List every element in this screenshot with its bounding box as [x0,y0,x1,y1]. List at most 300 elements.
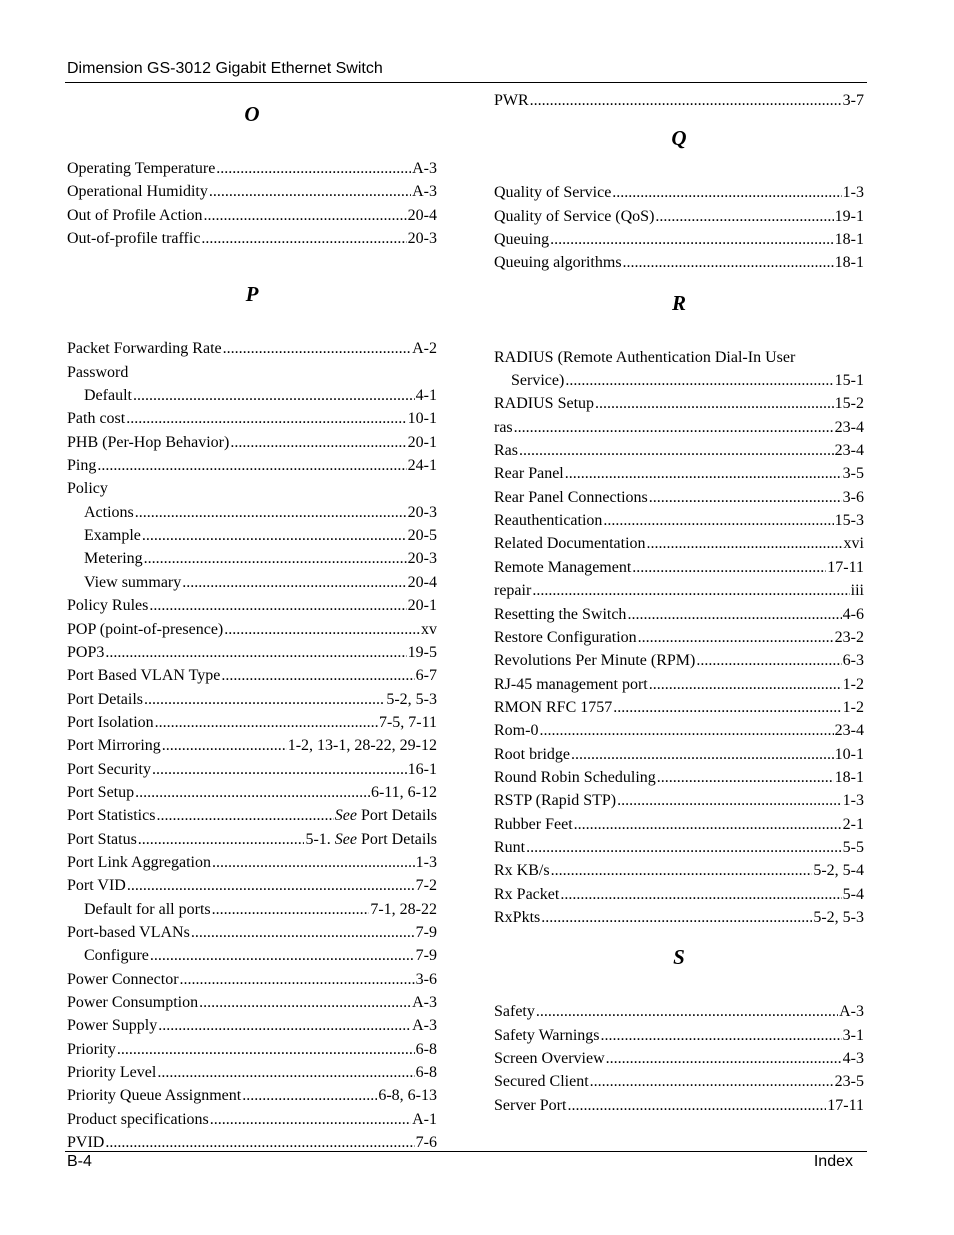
index-entry [67,1061,437,1084]
index-entry [67,874,437,897]
index-page-ref [379,711,437,734]
index-page-ref [408,758,437,781]
leader-dots [126,407,406,430]
index-entry [494,789,864,812]
footer-page-number: B-4 [67,1153,92,1170]
page-ref-text: 20-4 [407,573,437,591]
index-column-left [67,98,437,1154]
page-ref-text: 19-5 [407,643,437,661]
index-entry [494,1000,864,1023]
index-page-ref [412,991,437,1014]
index-page-ref [843,696,864,719]
index-page-ref [835,1070,864,1093]
index-page-ref [412,157,437,180]
index-term: Rear Panel [494,465,564,483]
index-term: Safety Warnings [494,1026,600,1044]
leader-dots [97,454,406,477]
index-entry [494,181,864,204]
index-page-ref [843,813,864,836]
index-term: Ras [494,442,518,460]
page-ref-text: A-3 [412,160,437,177]
index-term: Related Documentation [494,535,646,553]
page-ref-text: A-3 [839,1003,864,1021]
index-entry [67,968,437,991]
index-entry [494,509,864,532]
header-rule [65,82,867,83]
index-term: Priority Level [67,1064,157,1082]
page-ref-text: 17-11 [827,558,864,576]
page-ref-text: 23-5 [834,1073,864,1091]
index-page-ref [835,626,864,649]
leader-dots [180,968,415,991]
index-entry [494,89,864,112]
index-term: Default for all ports [84,900,211,918]
page-ref-text: 20-4 [407,206,437,224]
index-subentry [67,524,437,547]
page-ref-text: Port Details [357,807,437,825]
page-ref-text: 3-1 [842,1026,864,1044]
index-term: Port Based VLAN Type [67,667,221,685]
page-ref-text: 7-6 [415,1134,437,1152]
leader-dots [182,571,406,594]
index-term: Quality of Service [494,184,612,202]
index-term: PWR [494,92,529,109]
index-entry [494,626,864,649]
index-page-ref [288,734,437,757]
section-spacer [67,262,437,278]
index-page-ref [408,431,437,454]
index-page-ref [370,898,437,921]
page-ref-text: 3-5 [842,465,864,483]
page-ref-text: 2-1 [842,815,864,833]
leader-dots [212,898,370,921]
index-page-ref [843,1047,864,1070]
leader-dots [565,369,833,392]
page-ref-text: 23-4 [834,418,864,436]
page-ref-text: 7-9 [415,947,437,965]
leader-dots [526,836,842,859]
index-term: Power Connector [67,970,179,988]
index-page-ref [835,766,864,789]
footer-section-name: Index [813,1153,853,1170]
page-ref-text: 18-1 [834,768,864,786]
page-ref-text: 23-4 [834,442,864,460]
heading-spacer [494,319,864,346]
index-term: Actions [84,503,134,521]
index-term: Rubber Feet [494,815,573,833]
index-term: RMON RFC 1757 [494,698,613,716]
page-ref-text: 1-2 [842,675,864,693]
index-term: Quality of Service (QoS) [494,207,655,225]
leader-dots [657,766,834,789]
leader-dots [158,1014,411,1037]
index-page-ref [408,501,437,524]
index-page-ref [408,641,437,664]
index-page-ref [843,181,864,204]
index-entry [494,603,864,626]
see-reference: See [334,830,357,848]
index-page-ref [835,369,864,392]
page-ref-text: 6-8, 6-13 [378,1087,437,1105]
index-page-ref [408,547,437,570]
page-ref-text: 4-3 [842,1050,864,1067]
index-page-ref [408,407,437,430]
index-page-ref [835,509,864,532]
footer-rule [65,1151,867,1152]
index-page-ref [843,789,864,812]
index-term: Server Port [494,1096,567,1114]
index-term: Revolutions Per Minute (RPM) [494,652,696,670]
leader-dots [142,524,407,547]
index-page-ref [843,1024,864,1047]
heading-spacer [67,310,437,337]
index-entry [494,579,864,602]
page-ref-text: 5-5 [842,838,864,856]
index-entry [67,204,437,227]
index-term: RADIUS (Remote Authentication Dial-In User [494,348,796,366]
leader-dots [532,579,849,602]
page-ref-text: 7-9 [415,923,437,941]
leader-dots [212,851,415,874]
index-term: Port Setup [67,783,135,801]
section-spacer [494,275,864,287]
index-subentry [67,898,437,921]
page-ref-text: 16-1 [407,760,437,778]
page-ref-text: A-3 [412,994,437,1011]
index-entry [67,781,437,804]
index-entry [67,618,437,641]
index-term: RSTP (Rapid STP) [494,792,617,810]
leader-dots [560,883,841,906]
index-term: Queuing [494,231,550,249]
index-entry [67,688,437,711]
page-ref-text: 7-5, 7-11 [378,713,437,731]
index-entry [67,157,437,180]
page-ref-text: A-2 [412,340,437,358]
index-letter-heading: R [671,290,686,315]
index-page-ref [378,1084,437,1107]
index-term: Rx KB/s [494,862,550,880]
page-ref-text: 6-8 [415,1064,437,1082]
page-header-title: Dimension GS-3012 Gigabit Ethernet Switch [67,60,383,77]
index-entry [494,906,864,929]
index-entry [67,734,437,757]
index-entry [494,486,864,509]
index-page-ref [843,836,864,859]
index-term: Password [67,363,129,381]
leader-dots [550,228,834,251]
index-term: Packet Forwarding Rate [67,340,222,358]
index-entry [67,1084,437,1107]
leader-dots [209,180,411,203]
leader-dots [149,594,406,617]
index-entry [494,673,864,696]
index-page-ref [843,649,864,672]
section-spacer [494,929,864,941]
page-ref-text: 3-6 [842,488,864,506]
index-entry [67,454,437,477]
leader-dots [204,204,407,227]
leader-dots [157,1061,414,1084]
index-page-ref [835,392,864,415]
leader-dots [135,501,407,524]
page-ref-text: 6-7 [415,667,437,685]
page-ref-text: A-3 [412,183,437,201]
index-entry [494,1047,864,1070]
index-term: Remote Management [494,558,632,576]
index-entry [67,180,437,203]
page-ref-text: 1-3 [415,853,437,871]
index-entry [67,477,437,500]
index-page-ref [416,944,437,967]
index-term: Product specifications [67,1110,209,1128]
index-entry [494,228,864,251]
index-term: Path cost [67,410,126,428]
index-page-ref [408,594,437,617]
leader-dots [565,462,842,485]
index-term: Port-based VLANs [67,923,190,941]
page-ref-text: 20-5 [407,527,437,545]
index-page-ref [813,859,864,882]
index-term: Port Statistics [67,807,156,825]
leader-dots [133,384,415,407]
index-term: Power Consumption [67,994,199,1011]
index-term: Out of Profile Action [67,206,203,224]
index-page-ref [412,337,437,360]
index-entry [67,407,437,430]
index-entry [67,711,437,734]
index-term: Ping [67,457,97,475]
page-ref-text: 17-11 [827,1096,864,1114]
leader-dots [242,1084,377,1107]
leader-dots [655,205,833,228]
index-term: POP (point-of-presence) [67,620,224,638]
index-term: Screen Overview [494,1050,605,1067]
page-ref-text: 20-3 [407,503,437,521]
index-term: repair [494,582,532,600]
page-ref-text: 3-6 [415,970,437,988]
index-page-ref [416,921,437,944]
index-page-ref [835,228,864,251]
index-entry [494,813,864,836]
index-entry [494,346,864,369]
index-entry [67,758,437,781]
page-ref-text: 15-2 [834,395,864,413]
page-ref-text: 4-6 [842,605,864,623]
index-page-ref [835,416,864,439]
index-column-right [494,89,864,1117]
index-entry [494,462,864,485]
leader-dots [201,227,406,250]
index-page-ref [416,384,437,407]
index-entry [67,1108,437,1131]
page-ref-text: 24-1 [407,457,437,475]
see-reference: See [334,807,357,825]
index-entry [67,594,437,617]
index-subentry [67,384,437,407]
index-entry [494,649,864,672]
index-page-ref [835,719,864,742]
leader-dots [155,711,378,734]
index-page-ref [835,439,864,462]
index-term: Secured Client [494,1073,589,1091]
page-ref-text: 6-11, 6-12 [370,783,437,801]
index-subentry [67,501,437,524]
heading-spacer [494,973,864,1000]
leader-dots [623,251,834,274]
page-ref-text: 20-1 [407,433,437,451]
page-ref-text: 6-3 [842,652,864,670]
index-entry [494,743,864,766]
index-entry [67,851,437,874]
leader-dots [199,991,411,1014]
index-entry [494,1024,864,1047]
index-page-ref [839,1000,864,1023]
index-page-ref [843,89,864,112]
index-entry [67,828,437,851]
leader-dots [150,944,415,967]
page-ref-text: 10-1 [834,745,864,763]
index-term: RADIUS Setup [494,395,595,413]
leader-dots [191,921,415,944]
heading-spacer [494,154,864,181]
page-ref-text: 1-3 [842,184,864,202]
leader-dots [647,532,843,555]
index-term: Operational Humidity [67,183,208,201]
index-term: Resetting the Switch [494,605,627,623]
leader-dots [156,804,333,827]
leader-dots [606,1047,842,1070]
index-entry [494,1094,864,1117]
index-term: Rear Panel Connections [494,488,648,506]
index-term: Service) [511,372,565,390]
leader-dots [696,649,841,672]
index-page-ref [843,486,864,509]
index-term: Default [84,387,132,405]
index-page-ref [408,204,437,227]
leader-dots [551,859,813,882]
index-page-ref [416,874,437,897]
index-page-ref [408,227,437,250]
index-term: Policy Rules [67,597,149,615]
index-subentry [67,547,437,570]
index-page-ref [844,532,864,555]
index-term: Out-of-profile traffic [67,230,201,248]
leader-dots [612,181,841,204]
index-entry [67,1038,437,1061]
index-entry [67,227,437,250]
index-term: Policy [67,480,108,498]
leader-dots [539,719,833,742]
index-page-ref [371,781,437,804]
page-ref-text: 23-4 [834,722,864,740]
leader-dots [638,626,834,649]
index-term: PVID [67,1134,105,1152]
index-entry [494,859,864,882]
page-ref-text: 20-3 [407,230,437,248]
index-entry [67,991,437,1014]
index-term: Port Details [67,690,143,708]
page-ref-text: 7-2 [415,877,437,895]
page-ref-text: 5-2, 5-4 [813,862,864,880]
page-ref-text: 5-2, 5-3 [813,908,864,926]
leader-dots [627,603,841,626]
index-entry [494,883,864,906]
index-term: RxPkts [494,908,541,926]
index-term: Priority Queue Assignment [67,1087,242,1105]
index-term: ras [494,418,513,436]
page-ref-text: 1-3 [842,792,864,810]
leader-dots [135,781,370,804]
index-term: Priority [67,1040,116,1058]
index-term: Rx Packet [494,885,560,903]
index-page-ref [416,1061,437,1084]
index-entry [494,392,864,415]
leader-dots [221,664,414,687]
leader-dots [105,641,406,664]
index-entry [494,696,864,719]
page-ref-text: 20-1 [407,597,437,615]
section-spacer [67,250,437,262]
index-page-ref [335,804,437,827]
page-ref-text: 18-1 [834,231,864,249]
leader-dots [567,1094,826,1117]
leader-dots [603,509,833,532]
index-term: Port VID [67,877,126,895]
leader-dots [530,89,842,112]
index-term: Port Link Aggregation [67,853,211,871]
index-page-ref [421,618,437,641]
index-entry [494,439,864,462]
index-page-ref [416,664,437,687]
index-page-ref [416,851,437,874]
index-letter-heading: O [244,102,260,126]
page-ref-text: xvi [843,535,864,553]
index-page-ref [412,1108,437,1131]
index-term: Runt [494,838,526,856]
index-page-ref [843,603,864,626]
page-ref-text: A-3 [412,1017,437,1035]
index-entry [494,719,864,742]
index-page-ref [412,180,437,203]
index-entry [494,251,864,274]
page-ref-text: xv [421,620,437,638]
leader-dots [649,673,842,696]
index-page-ref [408,524,437,547]
index-entry [494,1070,864,1093]
page-ref-text: 18-1 [834,254,864,272]
index-subentry [67,944,437,967]
leader-dots [590,1070,834,1093]
leader-dots [541,906,812,929]
index-term: Restore Configuration [494,628,637,646]
leader-dots [138,828,305,851]
page-ref-text: 6-8 [415,1040,437,1058]
index-term: Port Security [67,760,151,778]
index-entry [494,205,864,228]
leader-dots [595,392,834,415]
index-term: Port Status [67,830,137,848]
index-term: POP3 [67,643,105,661]
index-term: Rom-0 [494,722,539,740]
index-entry [67,804,437,827]
leader-dots [601,1024,842,1047]
index-page-ref [843,462,864,485]
page-ref-text: 4-1 [415,387,437,405]
index-term: PHB (Per-Hop Behavior) [67,433,230,451]
index-letter-heading: P [245,282,259,307]
index-term: Configure [84,947,149,965]
